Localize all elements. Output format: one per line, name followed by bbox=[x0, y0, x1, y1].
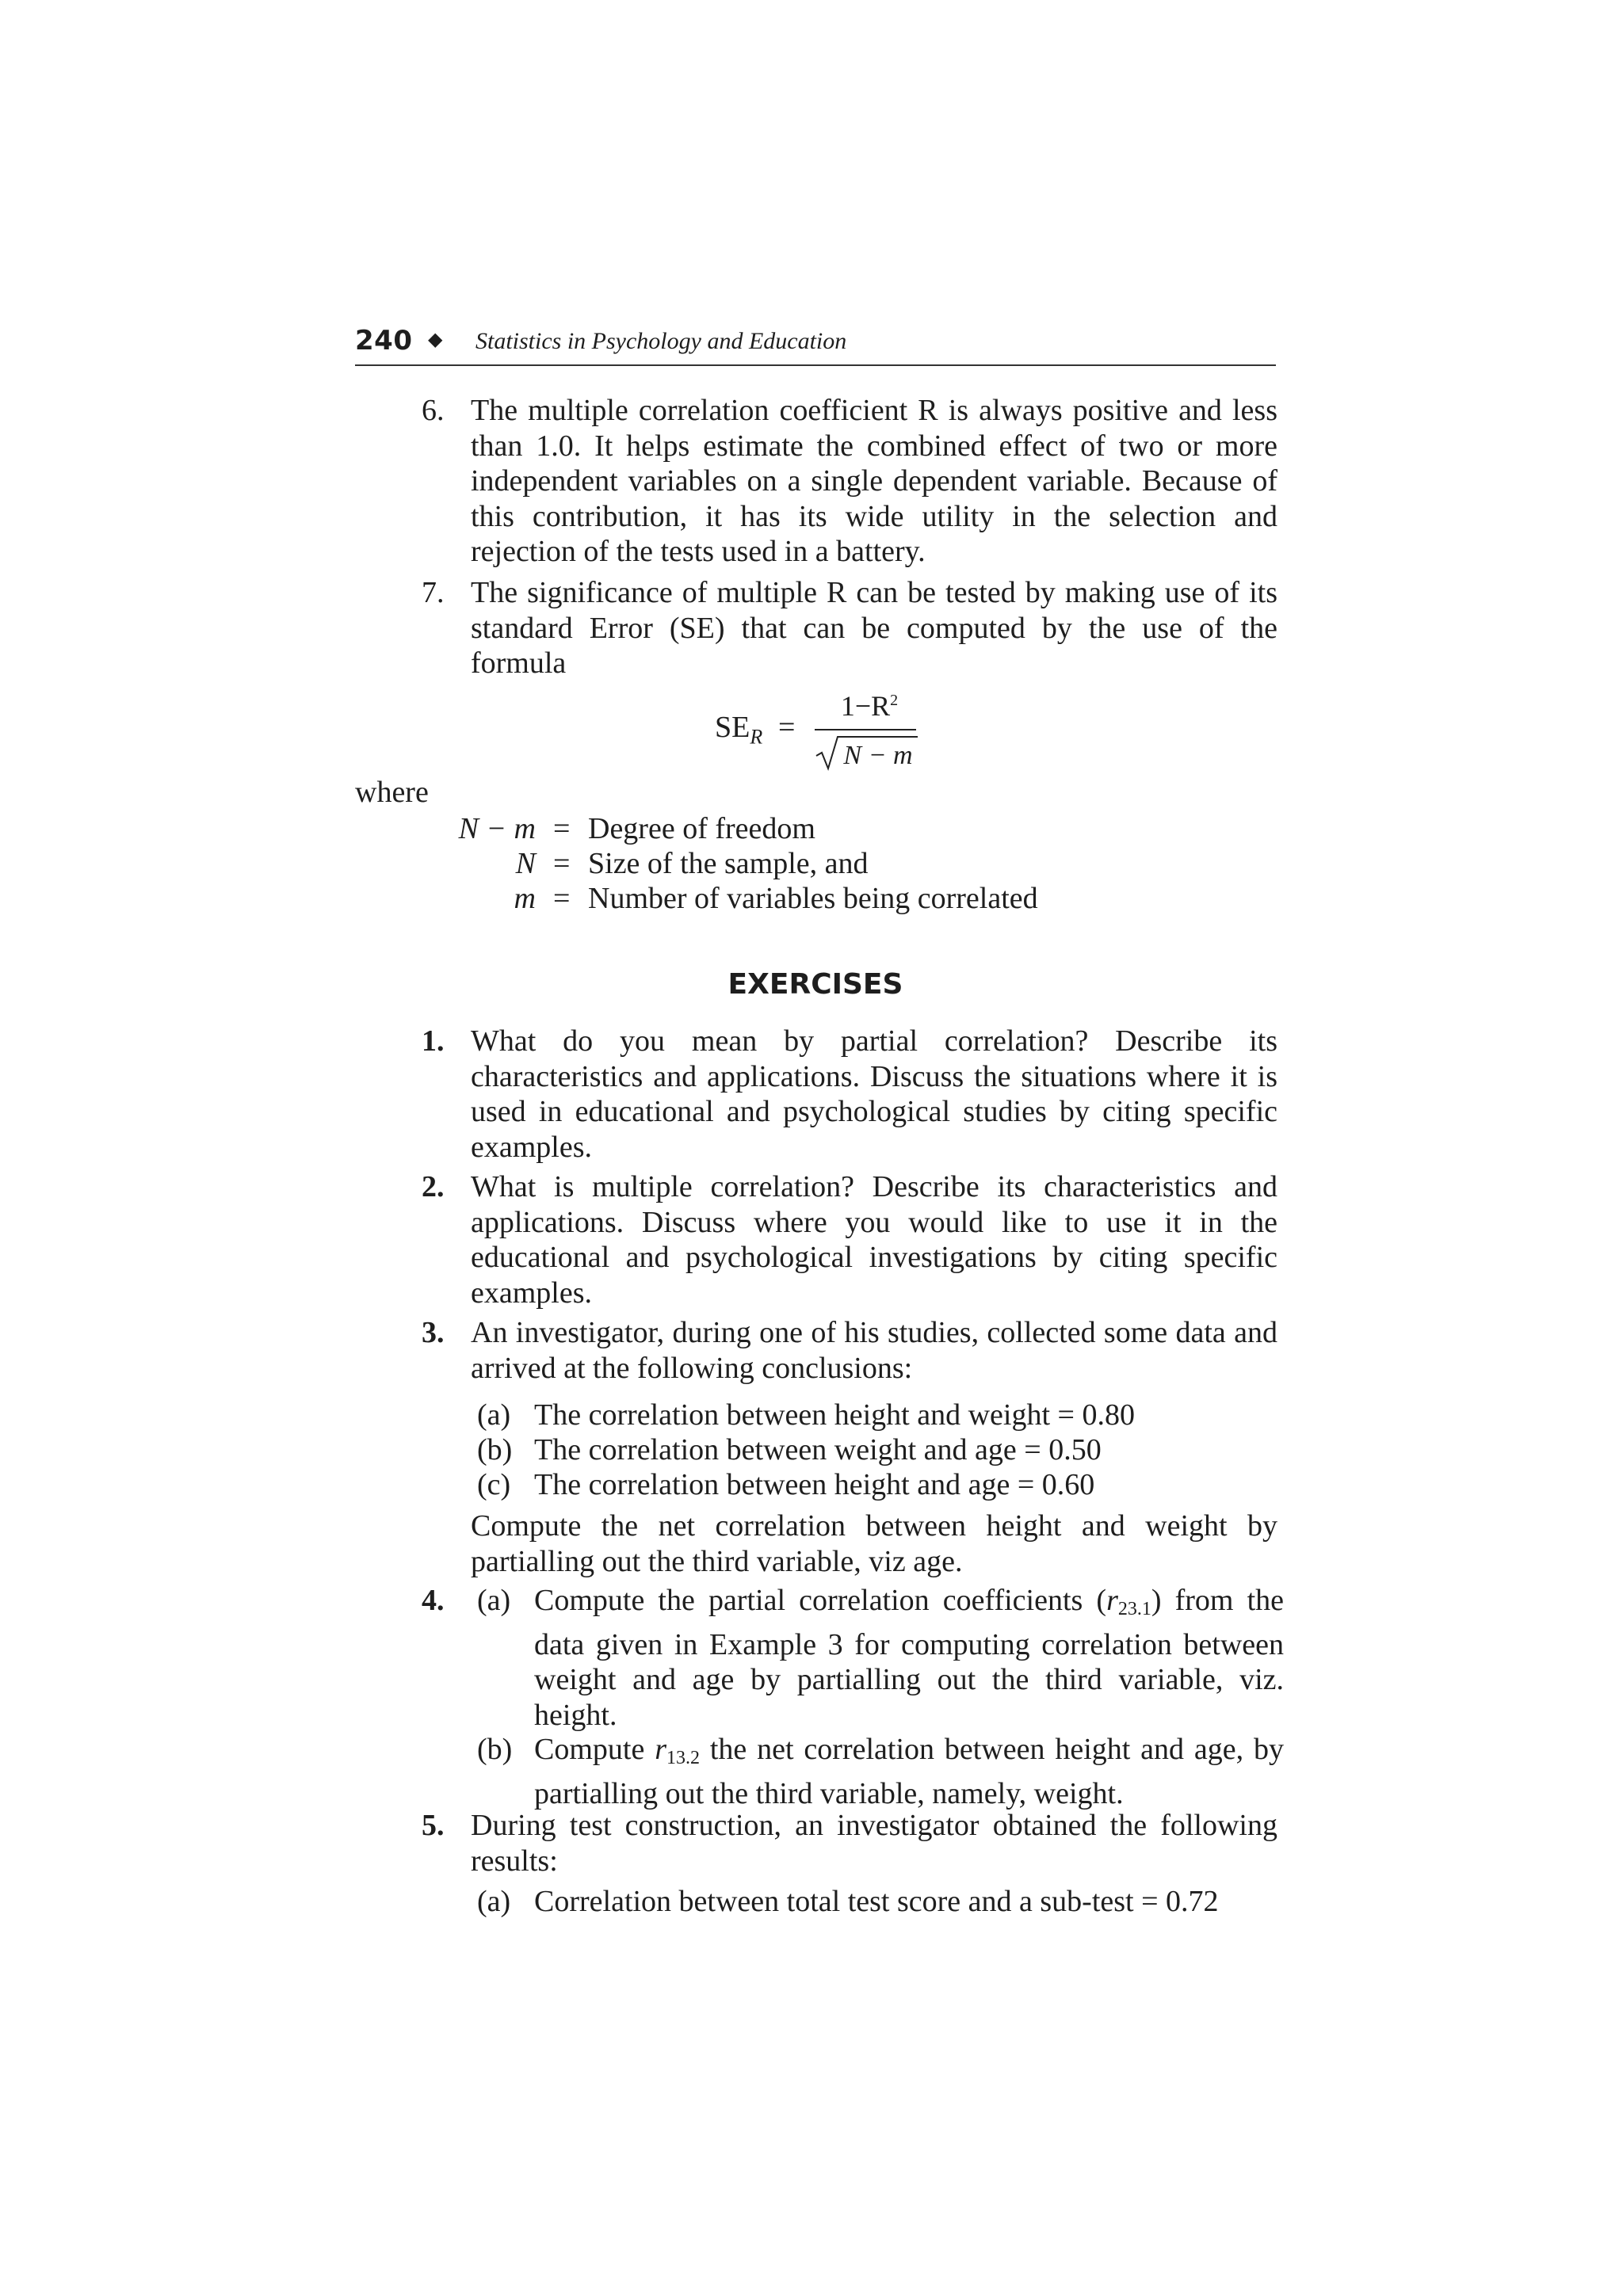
exercise-text: An investigator, during one of his studies, collected some data and arrived at the following conclusions: bbox=[471, 1316, 1277, 1385]
exercise-number: 2. bbox=[422, 1170, 445, 1203]
item-text: The multiple correlation coefficient R is always positive and less than 1.0. It helps estimate the combined effect of two or more independent variables on a single dependent variable. Because of this contribution, it has its wide utility in the selection and rejection of the tests used in a battery. bbox=[471, 394, 1277, 568]
formula-denominator: N − m bbox=[843, 741, 913, 770]
exercise-number: 3. bbox=[422, 1316, 445, 1349]
page-number: 240 bbox=[355, 325, 413, 357]
where-label: where bbox=[355, 776, 429, 809]
definition-meaning: Number of variables being correlated bbox=[588, 882, 1038, 915]
exercise-text: What do you mean by partial correlation? Describe its characteristics and applications. Discuss the situations where it is used in educational and psychological studies by citing specific examples. bbox=[471, 1024, 1277, 1164]
exercises-heading: EXERCISES bbox=[727, 968, 903, 1001]
definition-symbol: N bbox=[515, 847, 536, 880]
square-root-sign bbox=[815, 732, 918, 773]
item-number: 6. bbox=[422, 394, 445, 427]
definition-symbol: N − m bbox=[458, 812, 536, 845]
symbol-r: r bbox=[655, 1733, 666, 1766]
exercise-number: 1. bbox=[422, 1024, 445, 1058]
definition-symbol: m bbox=[514, 882, 536, 915]
running-header bbox=[355, 323, 1276, 366]
exercise-number: 5. bbox=[422, 1809, 445, 1842]
exercise-number: 4. bbox=[422, 1584, 445, 1617]
exercise-text: What is multiple correlation? Describe its characteristics and applications. Discuss where you would like to use it in the educational and psychological investigations by citing specific examples. bbox=[471, 1170, 1277, 1310]
item-number: 7. bbox=[422, 576, 445, 609]
standard-error-formula bbox=[715, 689, 953, 776]
diamond-separator-icon: ◆ bbox=[428, 328, 443, 350]
exercise-text: During test construction, an investigator obtained the following results: bbox=[471, 1809, 1277, 1878]
item-text: The significance of multiple R can be tested by making use of its standard Error (SE) that can be computed by the use of the formula bbox=[471, 576, 1277, 680]
definition-meaning: Degree of freedom bbox=[588, 812, 815, 845]
formula-lhs: $SE_R$ bbox=[715, 711, 763, 749]
fraction-bar bbox=[815, 729, 916, 730]
formula-numerator: $1-R^2$ bbox=[840, 690, 899, 722]
exercise-followup-text: Compute the net correlation between height and weight by partialling out the third variable, viz age. bbox=[471, 1509, 1277, 1578]
symbol-r: r bbox=[1106, 1584, 1118, 1617]
book-page: 240 ◆ Statistics in Psychology and Education 6. The multiple correlation coefficient R is always positive and less than 1.0. It helps estimate the combined effect of two or more independent variables on a single dependent variable. Because of this contribution, it has its wide utility in the selection and rejection of the tests used in a battery. 7. The significance of multiple R can be tested by making use of its standard Error (SE) that can be computed by the use of the formula $SE_R$ = $1-R^2$ N − m where N − m = Degree of freedom N = Size of the sample, and m = Number of variables being correlated EXERCISES 1. What do you mean by partial correlation? Describe its characteristics and applications. Discuss the situations where it is used in educational and psychological studies by citing specific examples. 2. What is multiple correlation? Describe its characteristics and applications. Discuss where you would like to use it in the educational and psychological investigations by citing specific examples. 3. An investigator, during one of his studies, collected some data and arrived at the following conclusions: (a) The correlation between height and weight = 0.80 (b) The correlation between weight and age = 0.50 (c) The correlation between height and age = 0.60 Compute the net correlation between height and weight by partialling out the third variable, viz age. 4. (a) Compute the partial correlation coefficients (r23.1) from the data given in Example 3 for computing correlation between weight and age by partialling out the third variable, viz. height. (b) Compute r13.2 the net correlation between height and age, by partialling out the third variable, namely, weight. 5. During test construction, an investigator obtained the following results: (a) Correlation between total test score and a sub-test = 0.72 bbox=[355, 325, 1285, 1918]
definition-meaning: Size of the sample, and bbox=[588, 847, 869, 880]
formula-equals: = bbox=[778, 711, 796, 744]
book-title: Statistics in Psychology and Education bbox=[475, 328, 847, 354]
